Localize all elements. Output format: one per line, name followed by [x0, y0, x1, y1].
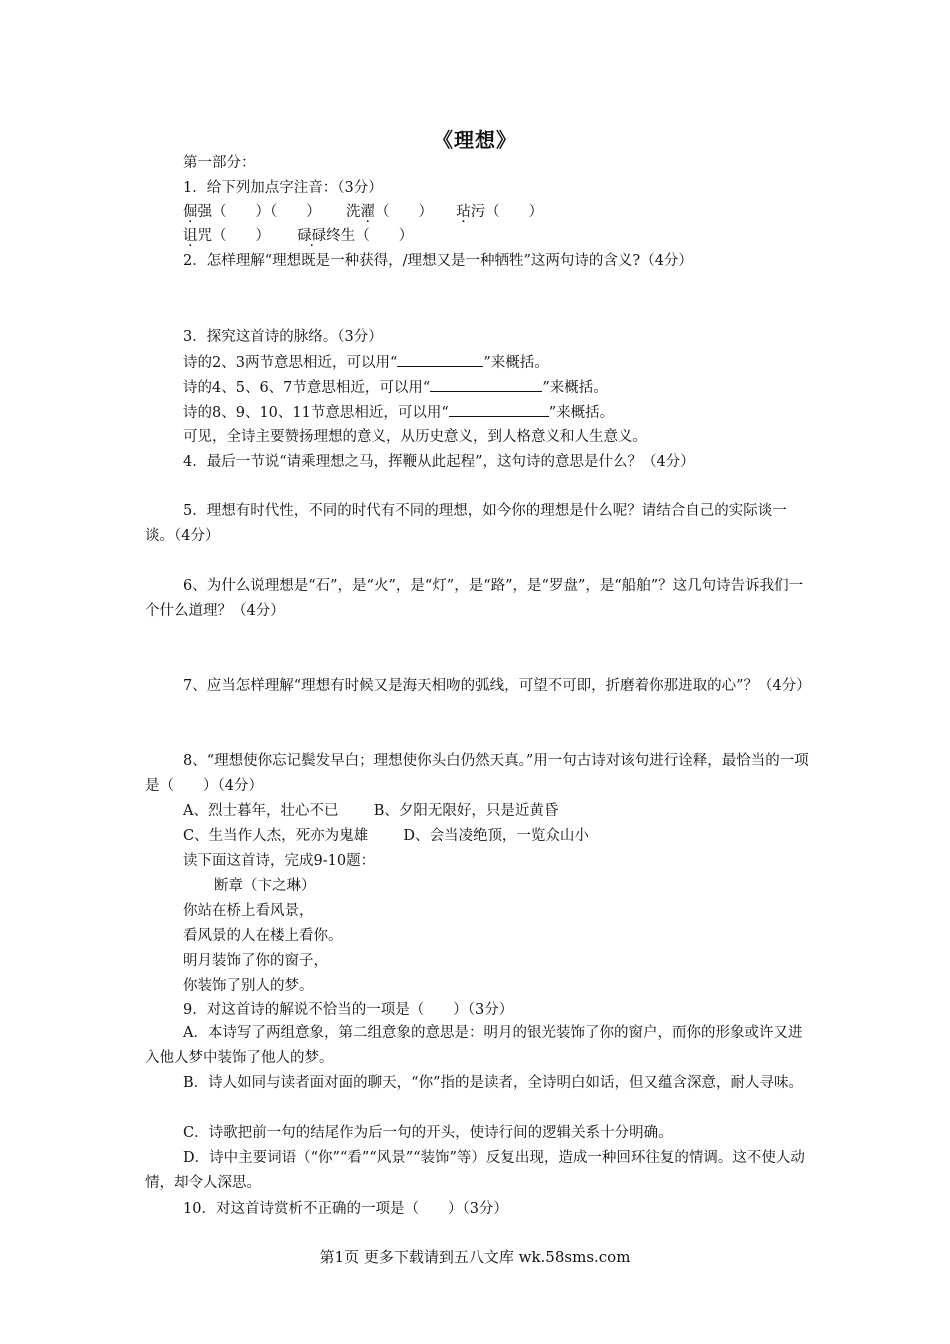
- poem-line-1: 你站在桥上看风景，: [183, 903, 314, 919]
- question-6: 6、为什么说理想是“石”，是“火”，是“灯”，是“路”，是“罗盘”，是“船舶”？这几句诗告诉我们一个什么道理？（4分）: [145, 578, 804, 619]
- part-heading: 第一部分：: [183, 155, 256, 171]
- question-10: 10．对这首诗赏析不正确的一项是（ ）（3分）: [183, 1201, 508, 1217]
- poem-intro: 读下面这首诗，完成9-10题：: [183, 853, 376, 869]
- q1-word-5: 碌碌终生（ ）: [297, 228, 414, 244]
- q1-word-2: 洗濯（ ）: [345, 204, 433, 220]
- poem-title: 断章（卞之琳）: [214, 878, 316, 894]
- question-7: 7、应当怎样理解“理想有时候又是海天相吻的弧线，可望不可即，折磨着你那进取的心”？（4分）: [183, 678, 811, 694]
- q1-words-row-1: [183, 202, 543, 222]
- fill-blank: [430, 377, 542, 392]
- question-4: 4．最后一节说“请乘理想之马，挥鞭从此起程”，这句诗的意思是什么？（4分）: [183, 454, 695, 470]
- question-5: 5．理想有时代性，不同的时代有不同的理想，如今你的理想是什么呢？请结合自己的实际谈一谈。（4分）: [145, 503, 787, 544]
- question-3: 3．探究这首诗的脉络。（3分）: [183, 329, 383, 345]
- q1-word-3: 玷污（ ）: [456, 204, 544, 220]
- q9-option-d: D．诗中主要词语（“你”“看”“风景”“装饰”等）反复出现，造成一种回环往复的情调。这不使人动情，却令人深思。: [145, 1150, 805, 1191]
- question-2: 2．怎样理解“理想既是一种获得，/理想又是一种牺牲”这两句诗的含义?（4分）: [183, 253, 693, 269]
- q8-option-a: A、烈士暮年，壮心不已: [183, 803, 339, 819]
- q8-options-row-2: [183, 826, 589, 846]
- q9-option-a: A．本诗写了两组意象，第二组意象的意思是：明月的银光装饰了你的窗户，而你的形象或许又进入他人梦中装饰了他人的梦。: [145, 1025, 803, 1066]
- q3-conclusion: 可见，全诗主要赞扬理想的意义，从历史意义，到人格意义和人生意义。: [183, 429, 647, 445]
- document-title: 《理想》: [433, 128, 517, 152]
- fill-blank: [449, 402, 549, 417]
- q3-line-1: 诗的2、3两节意思相近，可以用“ ”来概括。: [183, 352, 549, 373]
- fill-blank: [397, 352, 483, 367]
- question-9: 9．对这首诗的解说不恰当的一项是（ ）（3分）: [183, 1002, 514, 1018]
- question-8: 8、“理想使你忘记鬓发早白；理想使你头白仍然天真。”用一句古诗对该句进行诠释，最恰当的一项是（ ）（4分）: [145, 753, 809, 794]
- q3-line-3: 诗的8、9、10、11节意思相近，可以用“ ”来概括。: [183, 402, 614, 423]
- q8-option-b: B、夕阳无限好，只是近黄昏: [373, 803, 559, 819]
- q1-word-1: 倔强（ ）（ ）: [183, 204, 321, 220]
- question-1: 1．给下列加点字注音：（3分）: [183, 180, 383, 196]
- poem-line-2: 看风景的人在楼上看你。: [183, 928, 343, 944]
- q8-options-row-1: [183, 801, 558, 821]
- page-footer: 第1页 更多下载请到五八文库 wk.58sms.com: [319, 1248, 631, 1266]
- q9-option-c: C．诗歌把前一句的结尾作为后一句的开头，使诗行间的逻辑关系十分明确。: [183, 1125, 673, 1141]
- q3-line-2: 诗的4、5、6、7节意思相近，可以用“ ”来概括。: [183, 377, 608, 398]
- q8-option-c: C、生当作人杰，死亦为鬼雄: [183, 828, 369, 844]
- poem-line-4: 你装饰了别人的梦。: [183, 978, 314, 994]
- q8-option-d: D、会当凌绝顶，一览众山小: [403, 828, 589, 844]
- q1-words-row-2: [183, 226, 413, 246]
- poem-line-3: 明月装饰了你的窗子，: [183, 953, 328, 969]
- q1-word-4: 诅咒（ ）: [183, 228, 270, 244]
- q9-option-b: B．诗人如同与读者面对面的聊天，“你”指的是读者，全诗明白如话，但又蕴含深意，耐人寻味。: [183, 1075, 803, 1091]
